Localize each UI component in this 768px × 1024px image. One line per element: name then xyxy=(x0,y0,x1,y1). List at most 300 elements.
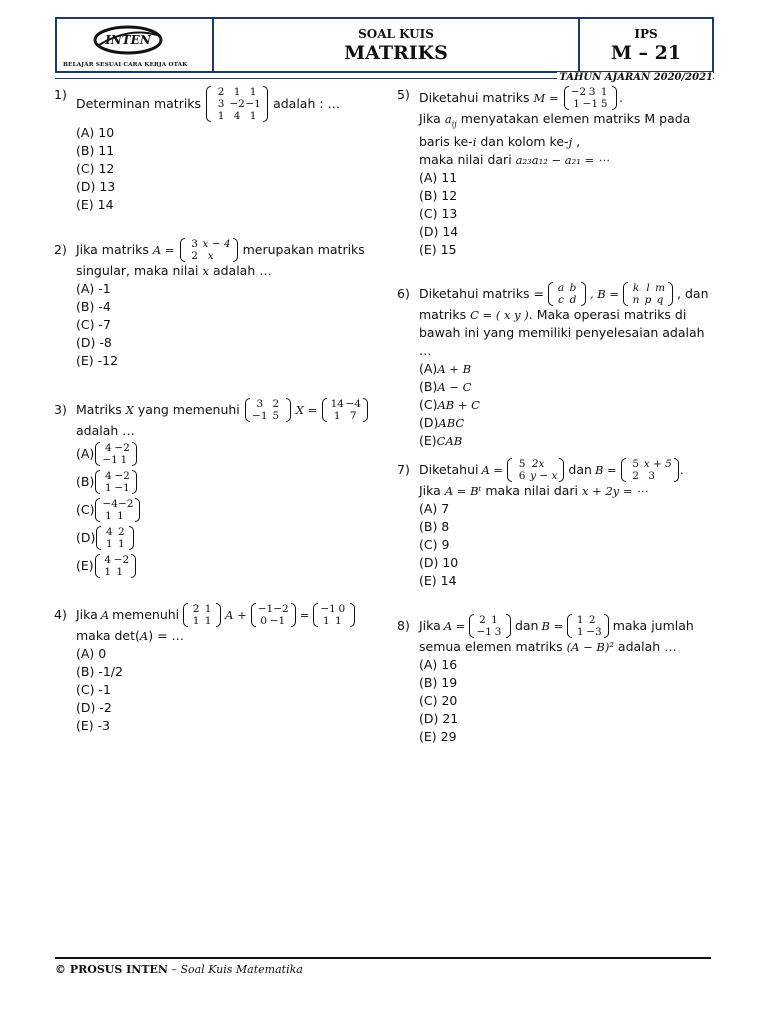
option[interactable]: (D) 14 xyxy=(419,224,459,240)
matrix xyxy=(180,238,238,262)
matrix-cell: 2x xyxy=(531,458,545,470)
matrix-cell: 2 xyxy=(192,603,200,615)
question-text: Jika xyxy=(419,483,441,498)
question-number: 1) xyxy=(54,87,67,102)
matrix xyxy=(623,282,673,306)
matrix-row xyxy=(476,626,503,638)
bracket-right xyxy=(286,398,291,422)
matrix-cell: 1 xyxy=(323,615,330,627)
question-text: Matriks xyxy=(76,402,122,417)
matrix-row xyxy=(630,294,666,306)
bracket-right xyxy=(132,442,137,466)
question-text: adalah : … xyxy=(273,96,341,111)
matrix-cell: a xyxy=(557,282,565,294)
option[interactable]: (E) -3 xyxy=(76,718,111,733)
option[interactable]: (B) 12 xyxy=(419,188,458,204)
question-text: yang memenuhi xyxy=(137,402,240,417)
matrix-body xyxy=(628,282,668,306)
matrix-cell: p xyxy=(644,294,652,306)
option[interactable]: (B) 19 xyxy=(419,675,458,690)
math-var: A = xyxy=(152,243,175,257)
math-op: . xyxy=(619,90,624,105)
matrix-cell: −4 xyxy=(345,398,361,410)
matrix-cell: 1 xyxy=(217,110,225,122)
matrix-row xyxy=(476,614,503,626)
math-var: A + xyxy=(225,608,247,622)
matrix-row xyxy=(102,510,133,522)
matrix xyxy=(95,554,136,578)
option-label: (D) xyxy=(76,530,96,545)
title-main: MATRIKS xyxy=(344,42,448,64)
matrix-row xyxy=(103,538,127,550)
matrix xyxy=(251,603,296,627)
title-cell xyxy=(214,19,580,71)
bracket-right xyxy=(131,554,136,578)
logo-tagline: BELAJAR SESUAI CARA KERJA OTAK xyxy=(63,62,188,68)
matrix-cell: 0 xyxy=(338,603,346,615)
matrix-cell: 5 xyxy=(518,458,526,470)
question-text: semua elemen matriks xyxy=(419,639,563,654)
math-var: a xyxy=(444,112,452,126)
footer-separator: – xyxy=(167,963,181,976)
math-expr: ABC xyxy=(438,416,465,430)
matrix-cell: 1 xyxy=(118,538,125,550)
question-text: matriks xyxy=(419,307,467,322)
math-var: x xyxy=(202,264,209,278)
matrix-cell: 1 xyxy=(120,454,128,466)
option[interactable]: (C) 20 xyxy=(419,693,458,708)
matrix-row xyxy=(190,615,214,627)
matrix-cell: −3 xyxy=(586,626,602,638)
logo-cell xyxy=(57,19,214,71)
question-text: maka det( xyxy=(76,628,140,643)
question-text: Jika xyxy=(419,111,441,126)
matrix-cell: 6 xyxy=(518,470,526,482)
program-label: IPS xyxy=(634,27,658,41)
matrix-cell: 4 xyxy=(233,110,241,122)
matrix-cell: 4 xyxy=(104,442,112,454)
option[interactable]: (C) 13 xyxy=(419,206,458,222)
question-text: Jika matriks xyxy=(76,242,149,257)
matrix-body xyxy=(188,603,216,627)
bracket-right xyxy=(506,614,511,638)
matrix-cell: 2 xyxy=(588,614,596,626)
matrix-row xyxy=(574,626,601,638)
matrix-cell: 1 xyxy=(249,86,257,98)
matrix-body xyxy=(100,442,131,466)
footer-subtitle: Soal Kuis Matematika xyxy=(180,963,303,976)
bracket-right xyxy=(581,282,586,306)
math-var: , B = xyxy=(589,287,620,301)
option-label: (A) xyxy=(76,446,95,461)
option[interactable]: (A) 0 xyxy=(76,646,107,661)
matrix-cell: −2 xyxy=(273,603,289,615)
matrix xyxy=(469,614,510,638)
matrix xyxy=(313,603,354,627)
question-text: adalah … xyxy=(76,423,135,438)
math-var xyxy=(444,112,457,129)
bracket-right xyxy=(350,603,355,627)
question-text: dan xyxy=(568,462,592,477)
math-var: A xyxy=(139,629,149,643)
bracket-right xyxy=(612,86,617,110)
matrix-cell: 4 xyxy=(106,526,113,538)
question-5 xyxy=(397,86,717,282)
question-text: dan kolom ke- xyxy=(480,134,569,150)
matrix-cell: d xyxy=(569,294,577,306)
matrix-body xyxy=(100,554,131,578)
question-text: maka jumlah xyxy=(612,618,694,633)
question-text: menyatakan elemen matriks M pada xyxy=(460,111,691,126)
matrix-body xyxy=(250,398,286,422)
question-text: merupakan matriks xyxy=(242,242,365,257)
matrix-cell: −2 xyxy=(114,442,130,454)
math-expr: AB + C xyxy=(437,398,480,412)
math-var: X xyxy=(125,403,134,417)
matrix xyxy=(567,614,608,638)
left-column xyxy=(54,86,379,735)
question-number: 7) xyxy=(397,462,410,477)
option[interactable]: (C) 12 xyxy=(76,161,115,176)
bracket-right xyxy=(291,603,296,627)
footer-brand: © PROSUS INTEN xyxy=(55,963,168,976)
options-list xyxy=(419,169,717,259)
options-list xyxy=(76,440,379,580)
option[interactable] xyxy=(76,468,379,496)
question-text: Diketahui matriks = xyxy=(419,286,544,301)
question-4 xyxy=(54,603,379,735)
math-expr: C = ( x y ) xyxy=(470,308,529,322)
option[interactable]: (D) -2 xyxy=(76,700,112,715)
matrix-cell: 1 xyxy=(249,110,257,122)
bracket-right xyxy=(132,470,137,494)
math-expr: A + B xyxy=(437,362,472,376)
option[interactable]: (A) 16 xyxy=(419,657,458,672)
matrix-cell: 1 xyxy=(116,566,123,578)
option[interactable]: (C) 9 xyxy=(419,537,450,552)
matrix xyxy=(322,398,368,422)
matrix-cell: 1 xyxy=(233,86,241,98)
matrix-row xyxy=(628,458,672,470)
right-column xyxy=(397,86,717,746)
matrix-row xyxy=(258,615,289,627)
matrix-cell: 1 xyxy=(573,98,580,110)
matrix-row xyxy=(630,282,666,294)
option-label: (D) xyxy=(419,415,439,430)
matrix-body xyxy=(101,526,129,550)
option[interactable] xyxy=(419,414,717,432)
inten-logo xyxy=(93,25,163,55)
matrix-cell: −1 xyxy=(320,603,336,615)
option[interactable]: (E) 29 xyxy=(419,729,457,744)
matrix-row xyxy=(329,398,361,410)
question-text: , dan xyxy=(677,286,709,301)
matrix-row xyxy=(574,614,601,626)
option[interactable]: (A) 10 xyxy=(76,125,115,140)
question-2 xyxy=(54,238,379,398)
options-list xyxy=(76,645,379,735)
matrix-cell: k xyxy=(632,282,640,294)
matrix-cell: 1 xyxy=(104,566,111,578)
option-label: (C) xyxy=(76,502,95,517)
math-var: i xyxy=(472,135,477,150)
matrix-body xyxy=(569,86,612,110)
option[interactable]: (E) 15 xyxy=(419,242,457,258)
option-label: (E) xyxy=(76,558,94,573)
matrix-cell: −1 xyxy=(269,615,286,627)
matrix-row xyxy=(102,566,129,578)
matrix-cell: 1 xyxy=(335,615,342,627)
math-expr: (A − B)² xyxy=(566,640,614,654)
matrix-cell: x − 4 xyxy=(202,238,231,250)
bracket-right xyxy=(559,458,564,482)
matrix-body xyxy=(318,603,349,627)
matrix-cell: 2 xyxy=(632,470,640,482)
question-text: singular, maka nilai xyxy=(76,263,199,278)
matrix-cell: 1 xyxy=(106,538,113,550)
question-text: Diketahui matriks xyxy=(419,90,530,105)
question-text: baris ke- xyxy=(419,134,473,150)
matrix xyxy=(96,526,134,550)
option[interactable]: (E) 14 xyxy=(419,573,457,588)
matrix-row xyxy=(213,110,261,122)
matrix-row xyxy=(187,250,231,262)
question-text: Jika xyxy=(76,607,98,622)
question-1 xyxy=(54,86,379,238)
quiz-code: M – 21 xyxy=(610,42,682,64)
option[interactable]: (D) -8 xyxy=(76,335,112,350)
question-text: Jika xyxy=(419,618,441,633)
matrix-cell: n xyxy=(632,294,640,306)
matrix-row xyxy=(102,470,129,482)
option[interactable]: (A) 11 xyxy=(419,170,458,186)
math-expr: a₂₃a₁₂ − a₂₁ = ⋯ xyxy=(515,153,610,168)
option[interactable] xyxy=(76,440,379,468)
matrix-row xyxy=(329,410,361,422)
option[interactable] xyxy=(419,360,717,378)
option[interactable]: (A) -1 xyxy=(76,281,111,296)
matrix-body xyxy=(327,398,363,422)
matrix-cell: 3 xyxy=(588,86,596,98)
matrix-cell: 1 xyxy=(576,626,584,638)
question-text: bawah ini yang memiliki penyelesaian adalah … xyxy=(419,325,705,358)
math-var: A = xyxy=(481,463,504,477)
option[interactable]: (C) -1 xyxy=(76,682,111,697)
matrix-cell: −2 xyxy=(117,498,134,510)
footer-rule xyxy=(55,957,711,959)
bracket-right xyxy=(668,282,673,306)
options-list xyxy=(76,124,379,214)
matrix-cell: −1 xyxy=(114,482,130,494)
matrix-row xyxy=(571,98,610,110)
matrix-cell: 7 xyxy=(349,410,357,422)
matrix-cell: 1 xyxy=(333,410,341,422)
matrix-row xyxy=(103,526,127,538)
document-header xyxy=(55,17,714,73)
matrix-row xyxy=(320,615,347,627)
matrix-row xyxy=(514,458,557,470)
matrix-cell: 4 xyxy=(104,554,111,566)
bracket-right xyxy=(363,398,368,422)
matrix-cell: m xyxy=(655,282,666,294)
matrix-cell: c xyxy=(558,294,564,306)
option[interactable] xyxy=(419,396,717,414)
matrix-row xyxy=(190,603,214,615)
matrix-cell: l xyxy=(646,282,650,294)
matrix-cell: 2 xyxy=(479,614,486,626)
matrix-row xyxy=(102,482,129,494)
option[interactable]: (D) 21 xyxy=(419,711,459,726)
matrix-row xyxy=(628,470,672,482)
question-3 xyxy=(54,398,379,603)
option[interactable]: (B) -4 xyxy=(76,299,111,314)
question-number: 8) xyxy=(397,618,410,633)
matrix-cell: −1 xyxy=(476,626,492,638)
options-list xyxy=(419,656,717,746)
math-var: M = xyxy=(533,91,559,105)
matrix-row xyxy=(571,86,610,98)
matrix-row xyxy=(213,86,261,98)
matrix-body xyxy=(185,238,233,262)
question-number: 3) xyxy=(54,402,67,417)
question-number: 6) xyxy=(397,286,410,301)
code-cell xyxy=(580,19,712,71)
option[interactable] xyxy=(76,524,379,552)
options-list xyxy=(419,360,717,450)
option[interactable]: (E) -12 xyxy=(76,353,119,368)
question-6 xyxy=(397,282,717,458)
matrix-cell: 1 xyxy=(491,614,498,626)
matrix-cell: −2 xyxy=(229,98,245,110)
matrix-row xyxy=(555,294,579,306)
matrix-cell: x + 5 xyxy=(643,458,672,470)
question-8 xyxy=(397,614,717,746)
matrix-cell: q xyxy=(656,294,664,306)
math-var: j xyxy=(568,135,573,150)
matrix-cell: −1 xyxy=(257,603,274,615)
matrix-cell: 5 xyxy=(600,98,608,110)
matrix-row xyxy=(555,282,579,294)
bracket-right xyxy=(604,614,609,638)
bracket-right xyxy=(233,238,238,262)
option[interactable]: (B) -1/2 xyxy=(76,664,123,679)
option-label: (E) xyxy=(419,433,437,448)
math-expr: CAB xyxy=(436,434,463,448)
matrix-row xyxy=(102,454,129,466)
matrix xyxy=(95,498,140,522)
matrix-row xyxy=(187,238,231,250)
option-label: (C) xyxy=(419,397,438,412)
matrix-body xyxy=(211,86,263,122)
option[interactable] xyxy=(76,496,379,524)
matrix-cell: 3 xyxy=(494,626,502,638)
question-text: dan xyxy=(514,618,539,633)
matrix-cell: −2 xyxy=(113,554,130,566)
matrix-cell: 2 xyxy=(272,398,280,410)
matrix-cell: x xyxy=(207,250,214,262)
matrix-row xyxy=(320,603,347,615)
matrix-cell: −1 xyxy=(582,98,599,110)
question-text: , xyxy=(576,134,581,150)
bracket-right xyxy=(135,498,140,522)
matrix-cell: −2 xyxy=(570,86,587,98)
math-expr: A = Bᵗ xyxy=(444,484,482,498)
math-var: B = xyxy=(594,463,617,477)
matrix-cell: 3 xyxy=(648,470,656,482)
matrix-cell: 1 xyxy=(105,482,112,494)
option[interactable] xyxy=(419,432,717,450)
matrix-body xyxy=(100,498,135,522)
option[interactable] xyxy=(76,552,379,580)
matrix-cell: y − x xyxy=(530,470,558,482)
logo-text: INTEN xyxy=(105,33,151,47)
matrix-row xyxy=(252,410,284,422)
question-7 xyxy=(397,458,717,614)
matrix-cell: 1 xyxy=(117,510,124,522)
matrix-cell: −2 xyxy=(114,470,130,482)
matrix xyxy=(206,86,268,122)
question-text: . Maka operasi matriks di xyxy=(528,307,687,322)
option[interactable]: (B) 11 xyxy=(76,143,115,158)
math-var: A = xyxy=(443,619,466,633)
option[interactable]: (A) 7 xyxy=(419,501,450,516)
matrix-cell: 1 xyxy=(576,614,584,626)
matrix-row xyxy=(258,603,289,615)
matrix-cell: 1 xyxy=(204,615,212,627)
question-text: Determinan matriks xyxy=(76,96,202,111)
matrix xyxy=(621,458,679,482)
matrix-cell: 14 xyxy=(330,398,344,410)
matrix-row xyxy=(252,398,284,410)
matrix xyxy=(245,398,291,422)
question-text: Diketahui xyxy=(419,462,479,477)
option[interactable] xyxy=(419,378,717,396)
matrix xyxy=(564,86,617,110)
matrix-body xyxy=(512,458,559,482)
matrix-cell: 5 xyxy=(632,458,640,470)
option[interactable]: (B) 8 xyxy=(419,519,450,534)
academic-year: TAHUN AJARAN 2020/2021 xyxy=(559,72,713,83)
matrix xyxy=(548,282,586,306)
math-var: X = xyxy=(295,403,318,417)
matrix-cell: −1 xyxy=(245,98,261,110)
title-top: SOAL KUIS xyxy=(358,27,434,41)
question-text: maka nilai dari xyxy=(419,152,512,168)
matrix-body xyxy=(100,470,131,494)
option[interactable]: (D) 13 xyxy=(76,179,116,194)
math-expr: x + 2y = ⋯ xyxy=(582,484,648,498)
math-expr: A − C xyxy=(437,380,472,394)
question-number: 4) xyxy=(54,607,67,622)
matrix-cell: 1 xyxy=(204,603,212,615)
math-op: = xyxy=(299,608,310,622)
matrix-cell: b xyxy=(569,282,577,294)
option[interactable]: (D) 10 xyxy=(419,555,459,570)
option[interactable]: (E) 14 xyxy=(76,197,114,212)
matrix-cell: 2 xyxy=(217,86,225,98)
matrix-cell: 1 xyxy=(192,615,200,627)
matrix-cell: 3 xyxy=(256,398,264,410)
math-sub: ij xyxy=(451,119,457,129)
option-label: (A) xyxy=(419,361,438,376)
matrix-row xyxy=(213,98,261,110)
matrix-body xyxy=(626,458,674,482)
option[interactable]: (C) -7 xyxy=(76,317,111,332)
option-label: (B) xyxy=(76,474,95,489)
matrix-cell: 0 xyxy=(260,615,268,627)
matrix-body xyxy=(553,282,581,306)
matrix-cell: −1 xyxy=(252,410,268,422)
